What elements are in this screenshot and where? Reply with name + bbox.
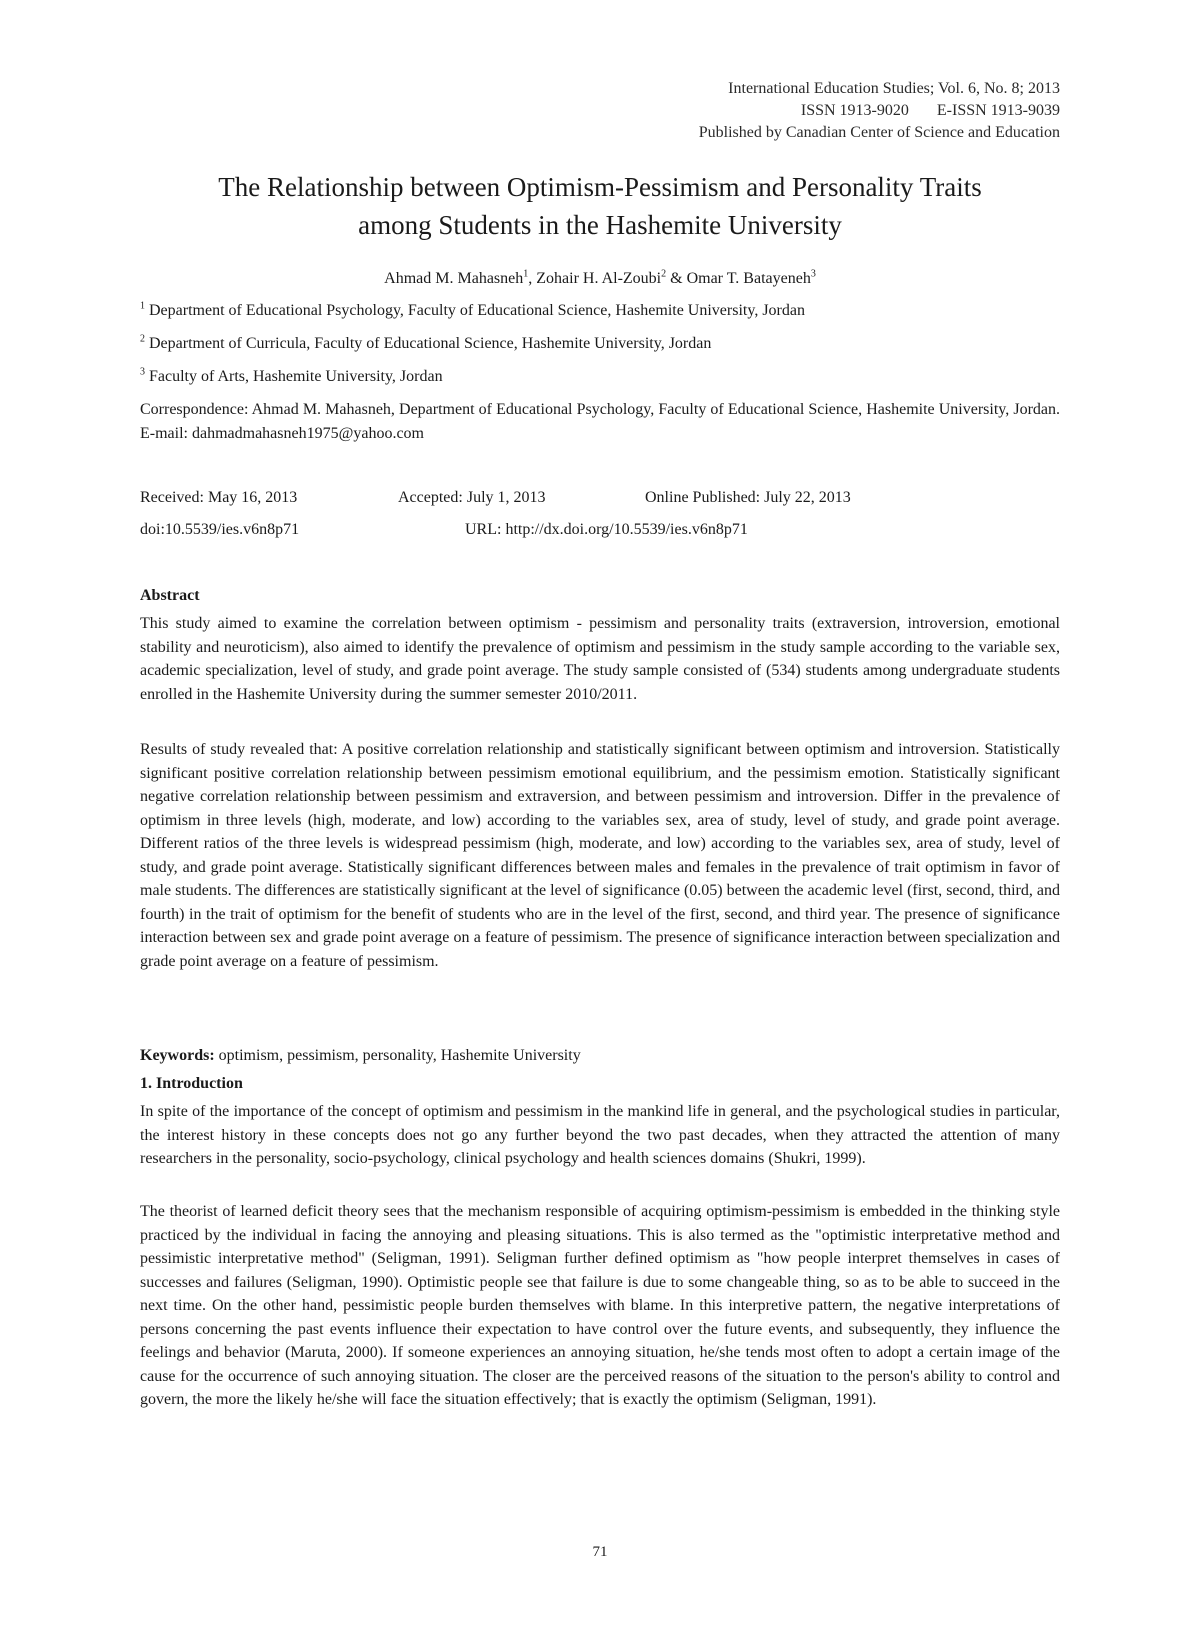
affiliation-number: 2 bbox=[140, 333, 145, 345]
doi: doi:10.5539/ies.v6n8p71 bbox=[140, 521, 300, 538]
received-date: Received: May 16, 2013 bbox=[140, 489, 298, 506]
author-name: Zohair H. Al-Zoubi bbox=[536, 270, 662, 287]
abstract-paragraph-2: Results of study revealed that: A positive correlation relationship and statistically significant between optimism and introversion. Statistically significant positive correlation relationship between pessimism emotional equilibrium, and the pessimism emotion. Statistically significant negative correlation relationship between pessimism and extraversion, and between pessimism and introversion. Differ in the prevalence of optimism in three levels (high, moderate, and low) according to the variables sex, area of study, level of study, and grade point average. Different ratios of the three levels is widespread pessimism (high, moderate, and low) according to the variables sex, area of study, level of study, and grade point average. Statistically significant differences between males and females in the prevalence of trait optimism in favor of male students. The differences are statistically significant at the level of significance (0.05) between the academic level (first, second, third, and fourth) in the trait of optimism for the benefit of students who are in the level of the first, second, and third year. The presence of significance interaction between sex and grade point average on a feature of pessimism. The presence of significance interaction between specialization and grade point average on a feature of pessimism. bbox=[140, 741, 1060, 970]
author-affiliation-mark: 3 bbox=[810, 268, 816, 280]
keywords-label: Keywords: bbox=[140, 1047, 215, 1064]
title-line-2: among Students in the Hashemite University bbox=[358, 210, 842, 240]
author-separator: & bbox=[666, 270, 687, 287]
author-affiliation-mark: 1 bbox=[523, 268, 529, 280]
issn: ISSN 1913-9020 bbox=[800, 102, 909, 119]
introduction-heading: 1. Introduction bbox=[140, 1075, 243, 1092]
affiliation-text: Department of Educational Psychology, Faculty of Educational Science, Hashemite University, Jordan bbox=[149, 302, 805, 319]
paper-page bbox=[140, 0, 1060, 1630]
author-name: Ahmad M. Mahasneh bbox=[384, 270, 524, 287]
journal-header bbox=[699, 78, 1060, 144]
publisher-line: Published by Canadian Center of Science and Education bbox=[698, 124, 1060, 141]
author-affiliation-mark: 2 bbox=[661, 268, 667, 280]
keywords bbox=[140, 1044, 1060, 1068]
journal-line: International Education Studies; Vol. 6, No. 8; 2013 bbox=[728, 80, 1060, 97]
affiliation-text: Department of Curricula, Faculty of Educational Science, Hashemite University, Jordan bbox=[149, 335, 712, 352]
issn-line bbox=[699, 100, 1060, 122]
doi-url[interactable]: URL: http://dx.doi.org/10.5539/ies.v6n8p71 bbox=[465, 521, 748, 538]
accepted-date: Accepted: July 1, 2013 bbox=[398, 489, 546, 506]
affiliation-1 bbox=[140, 300, 1060, 322]
paper-title bbox=[140, 168, 1060, 244]
author-name: Omar T. Batayeneh bbox=[686, 270, 811, 287]
keywords-text: optimism, pessimism, personality, Hashemite University bbox=[214, 1047, 581, 1064]
introduction-paragraph-1: In spite of the importance of the concept of optimism and pessimism in the mankind life in general, and the psychological studies in particular, the interest history in these concepts does not go any further beyond the two past decades, when they attracted the attention of many researchers in the personality, socio-psychology, clinical psychology and health sciences domains (Shukri, 1999). bbox=[140, 1103, 1060, 1167]
affiliation-number: 3 bbox=[140, 366, 145, 378]
abstract-paragraph-1: This study aimed to examine the correlation between optimism - pessimism and personality traits (extraversion, introversion, emotional stability and neuroticism), also aimed to identify the prevalence of optimism and pessimism in the study sample according to the variable sex, academic specialization, level of study, and grade point average. The study sample consisted of (534) students among undergraduate students enrolled in the Hashemite University during the summer semester 2010/2011. bbox=[140, 615, 1060, 703]
introduction-paragraph-2: The theorist of learned deficit theory sees that the mechanism responsible of acquiring optimism-pessimism is embedded in the thinking style practiced by the individual in facing the annoying and pleasing situations. This is also termed as the "optimistic interpretative method and pessimistic interpretative method" (Seligman, 1991). Seligman further defined optimism as "how people interpret themselves in cases of successes and failures (Seligman, 1990). Optimistic people see that failure is due to some changeable thing, so as to be able to succeed in the next time. On the other hand, pessimistic people burden themselves with blame. In this interpretive pattern, the negative interpretations of persons concerning the past events influence their expectation to have control over the future events, and subsequently, they influence the feelings and behavior (Maruta, 2000). If someone experiences an annoying situation, he/she tends most often to adopt a certain image of the cause for the occurrence of such annoying situation. The closer are the perceived reasons of the situation to the person's ability to control and govern, the more the likely he/she will face the situation effectively; that is exactly the optimism (Seligman, 1991). bbox=[140, 1203, 1060, 1408]
abstract-heading: Abstract bbox=[140, 587, 200, 604]
affiliation-text: Faculty of Arts, Hashemite University, Jordan bbox=[149, 368, 443, 385]
correspondence: Correspondence: Ahmad M. Mahasneh, Department of Educational Psychology, Faculty of Educational Science, Hashemite University, Jordan. E-mail: dahmadmahasneh1975@yahoo.com bbox=[140, 401, 1060, 442]
page-number: 71 bbox=[592, 1544, 608, 1560]
affiliation-3 bbox=[140, 366, 1060, 388]
author-list bbox=[140, 268, 1060, 290]
affiliation-number: 1 bbox=[140, 300, 145, 312]
eissn: E-ISSN 1913-9039 bbox=[936, 102, 1060, 119]
affiliation-2 bbox=[140, 333, 1060, 355]
online-published-date: Online Published: July 22, 2013 bbox=[645, 489, 851, 506]
author-separator: , bbox=[528, 270, 537, 287]
title-line-1: The Relationship between Optimism-Pessimism and Personality Traits bbox=[218, 172, 982, 202]
